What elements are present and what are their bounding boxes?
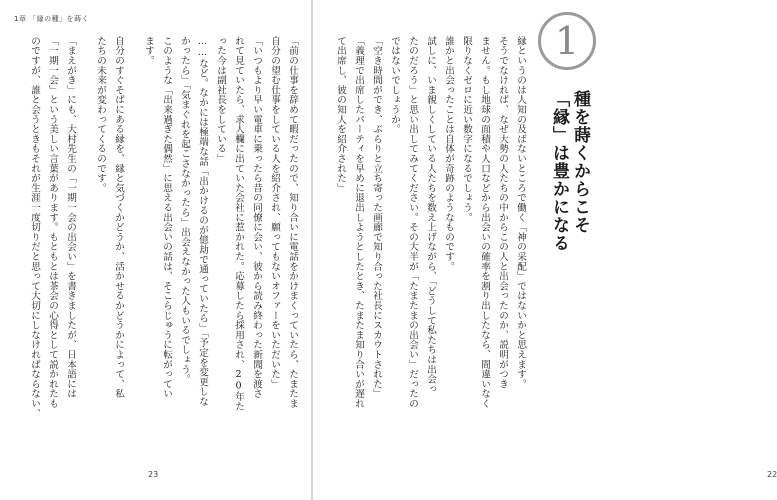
text-line: れて見ていたら、求人欄に出ていた会社に惹かれた。応募したら採用され、20年た bbox=[233, 36, 244, 412]
text-line: ……など。なかには極端な話「出かけるのが億劫で通っていたら」「予定を変更しな bbox=[197, 36, 208, 407]
text-line: のですが、誰と会うときもそれが生涯一度切りだと思って大切にしなければならない、 bbox=[29, 36, 40, 419]
text-line: て出席し、彼の知人を紹介された」 bbox=[335, 36, 346, 193]
running-head: 1章 「縁の種」を蒔く bbox=[14, 15, 90, 23]
text-line: 「空き時間ができ、ぶらりと立ち寄った画廊で知り合った社長にスカウトされた」 bbox=[371, 36, 382, 399]
left-page bbox=[0, 0, 312, 500]
text-line: 「一期一会」という美しい言葉があります。もともとは茶会の心得として説かれたも bbox=[47, 36, 58, 409]
text-line: たのだろう」と思い出してみてください。その大半が「たまたまの出会い」だったの bbox=[407, 36, 418, 409]
text-line: 「いつもより早い電車に乗ったら昔の同僚に会い、彼から読み終わった新聞を渡さ bbox=[251, 36, 262, 399]
text-line: 自分のすぐそばにある縁を、縁と気づくかどうか、活かせるかどうかによって、私 bbox=[113, 36, 124, 399]
text-line: ます。 bbox=[143, 36, 154, 66]
text-line: ません。もし地球の面積や人口などから出会いの確率を割り出したなら、間違いなく bbox=[479, 36, 490, 409]
page-number-left: 23 bbox=[148, 470, 159, 479]
text-line: 自分の望む仕事をしている人を紹介され、願ってもないオファーをいただいた」 bbox=[269, 36, 280, 389]
text-line: ではないでしょうか。 bbox=[389, 36, 400, 134]
text-line: った今は副社長をしている」 bbox=[215, 36, 226, 164]
right-page-text bbox=[333, 36, 525, 446]
chapter-title-text: 種を蒔くからこそ bbox=[570, 90, 590, 234]
text-line: このような「出来過ぎた偶然」に思える出会いの話は、そこらじゅうに転がってい bbox=[161, 36, 172, 399]
page-number-right: 22 bbox=[767, 470, 777, 479]
text-line: 限りなくゼロに近い数字になるでしょう。 bbox=[461, 36, 472, 223]
text-line: そうでなければ、なぜ大勢の人たちの中からこの人と出会ったのか、説明がつき bbox=[497, 36, 508, 389]
chapter-number: 1 bbox=[554, 19, 580, 63]
text-line: 「まえがき」にも、大村先生の「一期一会の出会い」を書きましたが、日本語には bbox=[65, 36, 76, 399]
text-line: 試しに、いま親しくしている人たちを数え上げながら、「どうして私たちは出会っ bbox=[425, 36, 436, 394]
chapter-title-text: 「縁」は豊かになる bbox=[549, 90, 569, 252]
left-page-text bbox=[19, 36, 297, 446]
text-line: かったら」「気まぐれを起こさなかったら」出会えなかった人もいるでしょう。 bbox=[179, 36, 190, 384]
text-line: 縁というのは人知の及ばないところで働く「神の采配」ではないかと思えます。 bbox=[515, 36, 526, 389]
chapter-title-line-2 bbox=[547, 90, 572, 410]
text-line: 「前の仕事を辞めて暇だったので、知り合いに電話をかけまくっていたら、たまたま bbox=[287, 36, 298, 409]
text-line: たちの未来が変わってくるのです。 bbox=[95, 36, 106, 193]
text-line: 「義理で出席したパーティを早めに退出しようとしたとき、たまたま知り合いが遅れ bbox=[353, 36, 364, 409]
chapter-number-badge bbox=[538, 12, 596, 70]
text-line: 誰かと出会ったことは自体が奇跡のようなものです。 bbox=[443, 36, 454, 272]
blank-line bbox=[129, 36, 135, 446]
blank-line bbox=[81, 36, 87, 446]
